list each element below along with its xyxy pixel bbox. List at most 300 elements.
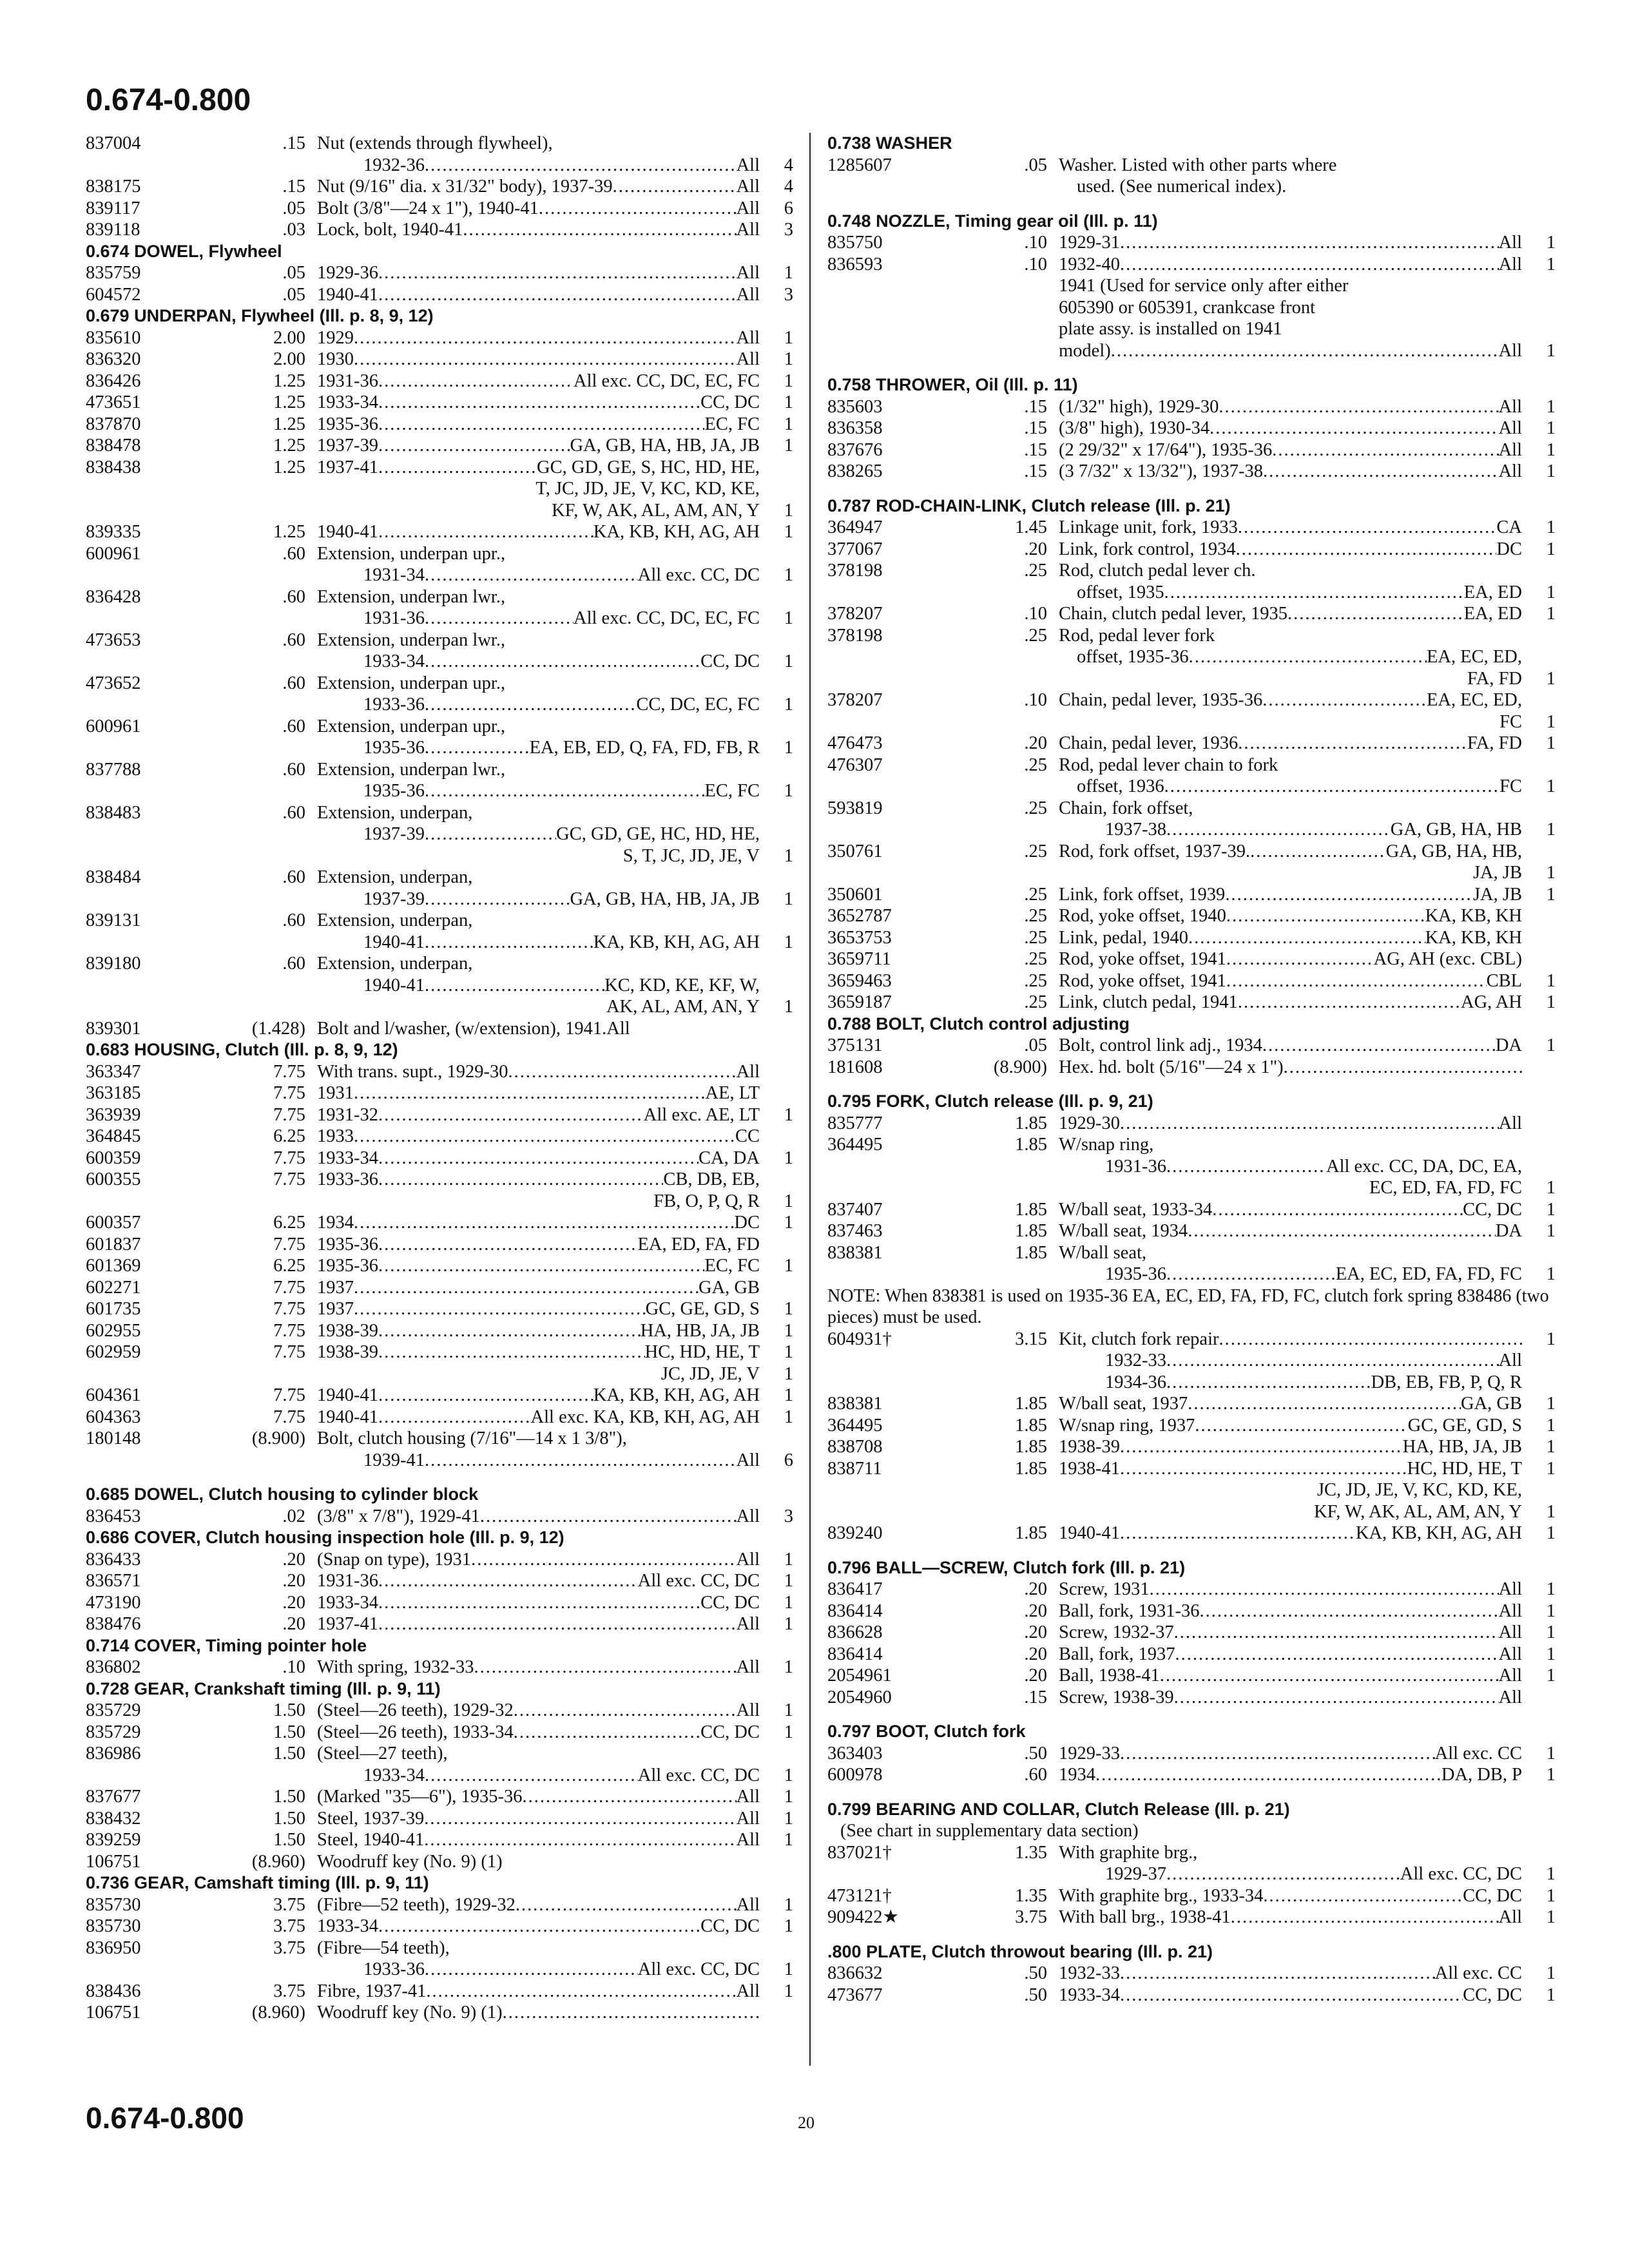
description-text: (Steel—26 teeth), 1933-34 [317, 1722, 514, 1742]
description-text: (Fibre—52 teeth), 1929-32 [317, 1894, 516, 1915]
part-description [317, 716, 764, 738]
part-description [1059, 232, 1526, 254]
part-price: .25 [1024, 841, 1047, 861]
part-price: .25 [1024, 970, 1047, 991]
application-text: CC, DC [700, 1722, 760, 1742]
part-description [317, 1234, 764, 1256]
application-text: All [1498, 233, 1522, 253]
part-price [231, 694, 317, 716]
part-number: 377067 [827, 539, 883, 559]
part-number: 836593 [827, 254, 883, 274]
quantity [1526, 1242, 1556, 1264]
application-text: FA, FD [1467, 668, 1522, 689]
quantity [1526, 1350, 1556, 1372]
application-text: CC, DC [1463, 1885, 1522, 1906]
section-heading: 0.758 THROWER, Oil (Ill. p. 11) [827, 375, 1078, 394]
quantity: 1 [1546, 1644, 1556, 1664]
dot-leader [354, 327, 737, 349]
part-description [317, 673, 764, 695]
part-description [317, 1786, 764, 1808]
quantity: 1 [1546, 1415, 1556, 1436]
part-price: .15 [1024, 461, 1047, 481]
part-price: 3.75 [273, 1981, 305, 2001]
application-text: EA, ED [1463, 604, 1522, 624]
description-text: 1935-36 [317, 1256, 378, 1276]
dot-leader [1262, 689, 1427, 711]
application-text: All [736, 1061, 760, 1082]
part-row [827, 668, 1556, 690]
part-description [1059, 1372, 1526, 1394]
part-price: 1.25 [273, 436, 305, 456]
part-row [86, 737, 793, 759]
part-row [827, 646, 1556, 668]
part-price [973, 1350, 1059, 1372]
part-number: 181608 [827, 1057, 883, 1077]
part-number [827, 1156, 973, 1178]
description-text: 1937 [317, 1277, 354, 1298]
part-number [86, 155, 231, 177]
part-row [86, 629, 793, 651]
description-text: 1932-33 [1059, 1963, 1120, 1983]
part-description [317, 564, 764, 586]
part-description [317, 1255, 764, 1277]
part-number: 476473 [827, 733, 883, 753]
part-number: 600961 [86, 716, 141, 736]
quantity: 1 [1546, 1437, 1556, 1457]
part-number: 604572 [86, 284, 141, 305]
description-text: Rod, clutch pedal lever ch. [1059, 561, 1256, 581]
part-number: 837676 [827, 439, 883, 460]
part-number [827, 297, 973, 319]
dot-leader [1120, 1743, 1435, 1765]
dot-leader [1262, 1035, 1496, 1057]
description-text: Screw, 1931 [1059, 1579, 1150, 1599]
part-row [827, 517, 1556, 539]
section-heading: 0.788 BOLT, Clutch control adjusting [827, 1014, 1130, 1033]
part-description [1059, 1458, 1526, 1480]
dot-leader [1189, 646, 1427, 668]
part-row [827, 1600, 1556, 1622]
dot-leader [378, 1592, 700, 1614]
part-row [827, 1035, 1556, 1057]
part-row [827, 1177, 1556, 1199]
dot-leader [1226, 905, 1425, 927]
part-number: 838432 [86, 1808, 141, 1829]
part-description [1059, 1436, 1526, 1458]
part-description [317, 1277, 764, 1299]
application-text: All [736, 1614, 760, 1634]
quantity: 6 [784, 198, 793, 218]
quantity: 1 [784, 889, 793, 909]
description-text: Linkage unit, fork, 1933 [1059, 517, 1238, 537]
part-description [317, 1808, 764, 1830]
description-text: Bolt (3/8"—24 x 1"), 1940-41 [317, 198, 539, 218]
quantity: 1 [1546, 1984, 1556, 2005]
quantity [764, 1743, 793, 1765]
part-number [827, 1479, 973, 1501]
part-row [86, 1191, 793, 1213]
dot-leader [378, 1234, 638, 1256]
application-text: All [1498, 1644, 1522, 1664]
part-row [827, 1220, 1556, 1242]
part-price: 1.85 [1015, 1523, 1047, 1543]
part-description [317, 1765, 764, 1787]
application-text: CC, DC, EC, FC [636, 695, 760, 715]
description-text: 1938-39 [317, 1342, 378, 1362]
quantity: 1 [1546, 461, 1556, 481]
part-row [86, 284, 793, 306]
quantity [764, 586, 793, 608]
part-number [827, 668, 973, 690]
quantity: 1 [1546, 1199, 1556, 1220]
description-text: Bolt, clutch housing (7/16"—14 x 1 3/8"), [317, 1428, 627, 1448]
quantity [764, 1126, 793, 1148]
part-description [1059, 582, 1526, 604]
part-number [827, 318, 973, 340]
part-price: 7.75 [273, 1234, 305, 1254]
part-price [973, 275, 1059, 297]
description-text: 1937-39 [317, 436, 378, 456]
part-price [973, 776, 1059, 798]
part-price: 1.85 [1015, 1415, 1047, 1436]
part-number: 600357 [86, 1213, 141, 1233]
description-text: Kit, clutch fork repair [1059, 1329, 1219, 1349]
dot-leader [1166, 1863, 1400, 1885]
description-text: offset, 1936 [1077, 776, 1164, 796]
part-description [1059, 418, 1526, 439]
part-row [827, 689, 1556, 711]
quantity: 1 [1546, 1221, 1556, 1241]
dot-leader [425, 1765, 638, 1787]
application-text: AG, AH (exc. CBL) [1373, 949, 1522, 969]
dot-leader [378, 1320, 641, 1342]
part-row [86, 845, 793, 867]
part-description [1059, 603, 1526, 625]
dot-leader [425, 155, 737, 177]
dot-leader [1284, 1057, 1522, 1079]
application-text: All exc. CC [1434, 1963, 1522, 1983]
part-description [317, 823, 764, 845]
part-number: 604931† [827, 1329, 892, 1349]
application-text: All [1498, 1666, 1522, 1686]
description-text: 1934-36 [1105, 1372, 1166, 1392]
quantity: 1 [784, 1765, 793, 1785]
quantity: 1 [784, 1407, 793, 1427]
part-description [317, 1320, 764, 1342]
part-row [86, 1450, 793, 1472]
part-row [827, 1907, 1556, 1928]
quantity [1526, 927, 1556, 949]
quantity: 1 [784, 608, 793, 628]
quantity: 1 [784, 651, 793, 671]
part-row [827, 754, 1556, 776]
part-description [1059, 439, 1526, 461]
part-number: 602271 [86, 1277, 141, 1298]
description-text: 1931-34 [363, 565, 425, 585]
part-description [317, 586, 764, 608]
quantity [764, 1851, 793, 1873]
part-description [1059, 1600, 1526, 1622]
part-description [317, 1657, 764, 1678]
part-price [231, 932, 317, 954]
part-number: 838381 [827, 1394, 883, 1414]
dot-leader [354, 1277, 699, 1299]
part-description [1059, 948, 1526, 970]
part-number: 604363 [86, 1407, 141, 1427]
part-description [1059, 646, 1526, 668]
description-text: 1940-41 [317, 522, 378, 542]
application-text: All [736, 349, 760, 369]
description-text: With trans. supt., 1929-30 [317, 1061, 508, 1082]
part-description [1059, 560, 1526, 582]
part-price: 1.85 [1015, 1437, 1047, 1457]
part-description [1059, 318, 1526, 340]
quantity: 1 [784, 1894, 793, 1915]
part-number: 363347 [86, 1061, 141, 1082]
application-text: All [736, 198, 760, 218]
quantity: 1 [1546, 863, 1556, 883]
dot-leader [425, 737, 530, 759]
dot-leader [1120, 254, 1499, 276]
description-text: 1933-34 [317, 1148, 378, 1168]
part-description [1059, 1242, 1526, 1264]
description-text: Steel, 1937-39 [317, 1808, 425, 1829]
part-price: 1.85 [1015, 1458, 1047, 1479]
quantity [764, 457, 793, 479]
part-description [1059, 1220, 1526, 1242]
description-text: 1932-33 [1105, 1350, 1166, 1370]
part-price [973, 297, 1059, 319]
part-description [1059, 1393, 1526, 1415]
part-row [827, 1644, 1556, 1666]
part-price: 7.75 [273, 1061, 305, 1082]
application-text: FB, O, P, Q, R [653, 1191, 760, 1211]
quantity: 1 [784, 1959, 793, 1979]
part-number: 604361 [86, 1385, 141, 1405]
part-row [86, 1234, 793, 1256]
description-text: used. (See numerical index). [1077, 177, 1287, 197]
part-price: .60 [282, 867, 305, 887]
part-row [86, 1851, 793, 1873]
part-number: 839240 [827, 1523, 883, 1543]
quantity [1526, 1842, 1556, 1864]
part-row [86, 1570, 793, 1592]
quantity: 1 [784, 1213, 793, 1233]
description-text: W/ball seat, 1933-34 [1059, 1199, 1213, 1220]
part-number: 836950 [86, 1937, 141, 1958]
part-row [827, 733, 1556, 754]
part-number [86, 889, 231, 910]
quantity: 1 [1546, 340, 1556, 361]
part-row [86, 370, 793, 392]
dot-leader [1226, 948, 1374, 970]
part-description [317, 1700, 764, 1722]
part-number [827, 1350, 973, 1372]
description-text: 1929 [317, 327, 354, 348]
application-text: GA, GB, HA, HB, [1385, 841, 1522, 861]
quantity: 1 [784, 1592, 793, 1613]
description-text: 1935-36 [1105, 1264, 1166, 1284]
application-text: EC, FC [704, 414, 760, 434]
part-price: .60 [282, 954, 305, 974]
part-price: 1.25 [273, 414, 305, 434]
part-row [86, 349, 793, 370]
part-price: .60 [282, 629, 305, 650]
dot-leader [378, 1613, 737, 1635]
part-row [827, 1885, 1556, 1907]
part-row [827, 1372, 1556, 1394]
description-text: Extension, underpan lwr., [317, 629, 506, 650]
part-description [1059, 340, 1526, 362]
part-number: 838476 [86, 1614, 141, 1634]
application-text: EA, EC, ED, [1426, 647, 1522, 667]
description-text: 605390 or 605391, crankcase front [1059, 297, 1316, 318]
application-text: All [736, 155, 760, 175]
part-price [231, 1765, 317, 1787]
quantity: 1 [1546, 711, 1556, 732]
part-row [86, 1613, 793, 1635]
part-row [86, 1981, 793, 2003]
part-row [827, 1622, 1556, 1644]
part-price [973, 1479, 1059, 1501]
application-text: All [736, 1894, 760, 1915]
dot-leader [1272, 439, 1498, 461]
application-text: KA, KB, KH, AG, AH [1355, 1523, 1522, 1543]
part-number: 602955 [86, 1320, 141, 1341]
dot-leader [425, 975, 604, 997]
part-price: 1.25 [273, 522, 305, 542]
part-row [86, 889, 793, 910]
part-row [827, 1665, 1556, 1687]
application-text: KA, KB, KH [1425, 927, 1522, 948]
part-number: 835729 [86, 1700, 141, 1720]
part-number: 836428 [86, 586, 141, 607]
part-number: 836453 [86, 1506, 141, 1526]
part-price: .15 [282, 133, 305, 153]
dot-leader [378, 1916, 700, 1937]
part-number [86, 932, 231, 954]
part-price: .60 [282, 586, 305, 607]
dot-leader [378, 1570, 638, 1592]
part-description [1059, 1963, 1526, 1984]
part-description [317, 2002, 764, 2024]
part-description [1059, 1665, 1526, 1687]
application-text: KA, KB, KH, AG, AH [593, 522, 760, 542]
part-price: 2.00 [273, 349, 305, 369]
part-description [1059, 668, 1526, 690]
part-price [973, 1863, 1059, 1885]
dot-leader [1160, 1665, 1499, 1687]
section-heading: 0.714 COVER, Timing pointer hole [86, 1635, 367, 1655]
part-row [86, 521, 793, 543]
description-text: 1933 [317, 1126, 354, 1146]
part-price: 1.50 [273, 1787, 305, 1807]
description-text: 1933-34 [363, 1765, 425, 1785]
part-row [827, 711, 1556, 733]
dot-leader [1120, 1458, 1407, 1480]
part-row [86, 392, 793, 414]
application-text: DA, DB, P [1441, 1765, 1522, 1785]
part-row [86, 457, 793, 479]
quantity: 1 [1546, 1864, 1556, 1884]
part-description [317, 1061, 764, 1083]
part-row [827, 418, 1556, 439]
part-price: .10 [1024, 233, 1047, 253]
part-description [1059, 1764, 1526, 1786]
dot-leader [474, 1657, 736, 1678]
part-description [1059, 539, 1526, 561]
part-description [317, 1191, 764, 1213]
dot-leader [514, 1700, 737, 1722]
application-text: All [736, 1787, 760, 1807]
quantity: 1 [784, 738, 793, 758]
application-text: All [736, 327, 760, 348]
part-description [1059, 1523, 1526, 1544]
part-description [317, 1937, 764, 1959]
part-description [317, 284, 764, 306]
part-description [317, 327, 764, 349]
quantity [764, 629, 793, 651]
part-number: 601369 [86, 1256, 141, 1276]
part-price [231, 996, 317, 1018]
dot-leader [378, 284, 737, 306]
description-text: 1940-41 [1059, 1523, 1120, 1543]
description-text: Rod, pedal lever chain to fork [1059, 754, 1278, 775]
part-row [86, 1829, 793, 1851]
part-row [86, 1722, 793, 1744]
description-text: Link, fork control, 1934 [1059, 539, 1236, 559]
dot-leader [378, 1407, 531, 1428]
description-text: Chain, clutch pedal lever, 1935 [1059, 604, 1287, 624]
part-number: 473677 [827, 1984, 883, 2005]
part-description [317, 651, 764, 673]
description-text: 1931-36 [1105, 1156, 1166, 1177]
part-description [1059, 1885, 1526, 1907]
section-heading: 0.674 DOWEL, Flywheel [86, 241, 282, 261]
part-row [86, 1506, 793, 1528]
part-number: 363185 [86, 1083, 141, 1103]
part-number: 838265 [827, 461, 883, 481]
part-price [231, 651, 317, 673]
application-text: EC, ED, FA, FD, FC [1369, 1178, 1522, 1198]
application-text: All [1498, 1113, 1522, 1133]
description-text: (Snap on type), 1931 [317, 1549, 472, 1570]
application-text: KA, KB, KH, AG, AH [593, 1385, 760, 1405]
part-price: 2.00 [273, 327, 305, 348]
quantity: 1 [784, 522, 793, 542]
part-price: .25 [1024, 754, 1047, 775]
application-text: All exc. KA, KB, KH, AG, AH [530, 1407, 760, 1427]
part-price: .60 [282, 543, 305, 564]
part-number [86, 975, 231, 997]
application-text: EC, FC [704, 1256, 760, 1276]
dot-leader [378, 414, 704, 436]
application-text: All [736, 1830, 760, 1850]
description-text: 1933-36 [363, 695, 425, 715]
part-description [317, 1829, 764, 1851]
part-description [1059, 275, 1526, 297]
quantity [1526, 560, 1556, 582]
part-description [1059, 1199, 1526, 1221]
application-text: All [1498, 396, 1522, 417]
part-number: 835730 [86, 1894, 141, 1915]
application-text: T, JC, JD, JE, V, KC, KD, KE, [535, 479, 760, 499]
application-text: S, T, JC, JD, JE, V [622, 845, 760, 866]
description-text: Extension, underpan lwr., [317, 759, 506, 780]
part-row [86, 1341, 793, 1363]
part-row [86, 1363, 793, 1385]
quantity: 1 [1546, 1394, 1556, 1414]
